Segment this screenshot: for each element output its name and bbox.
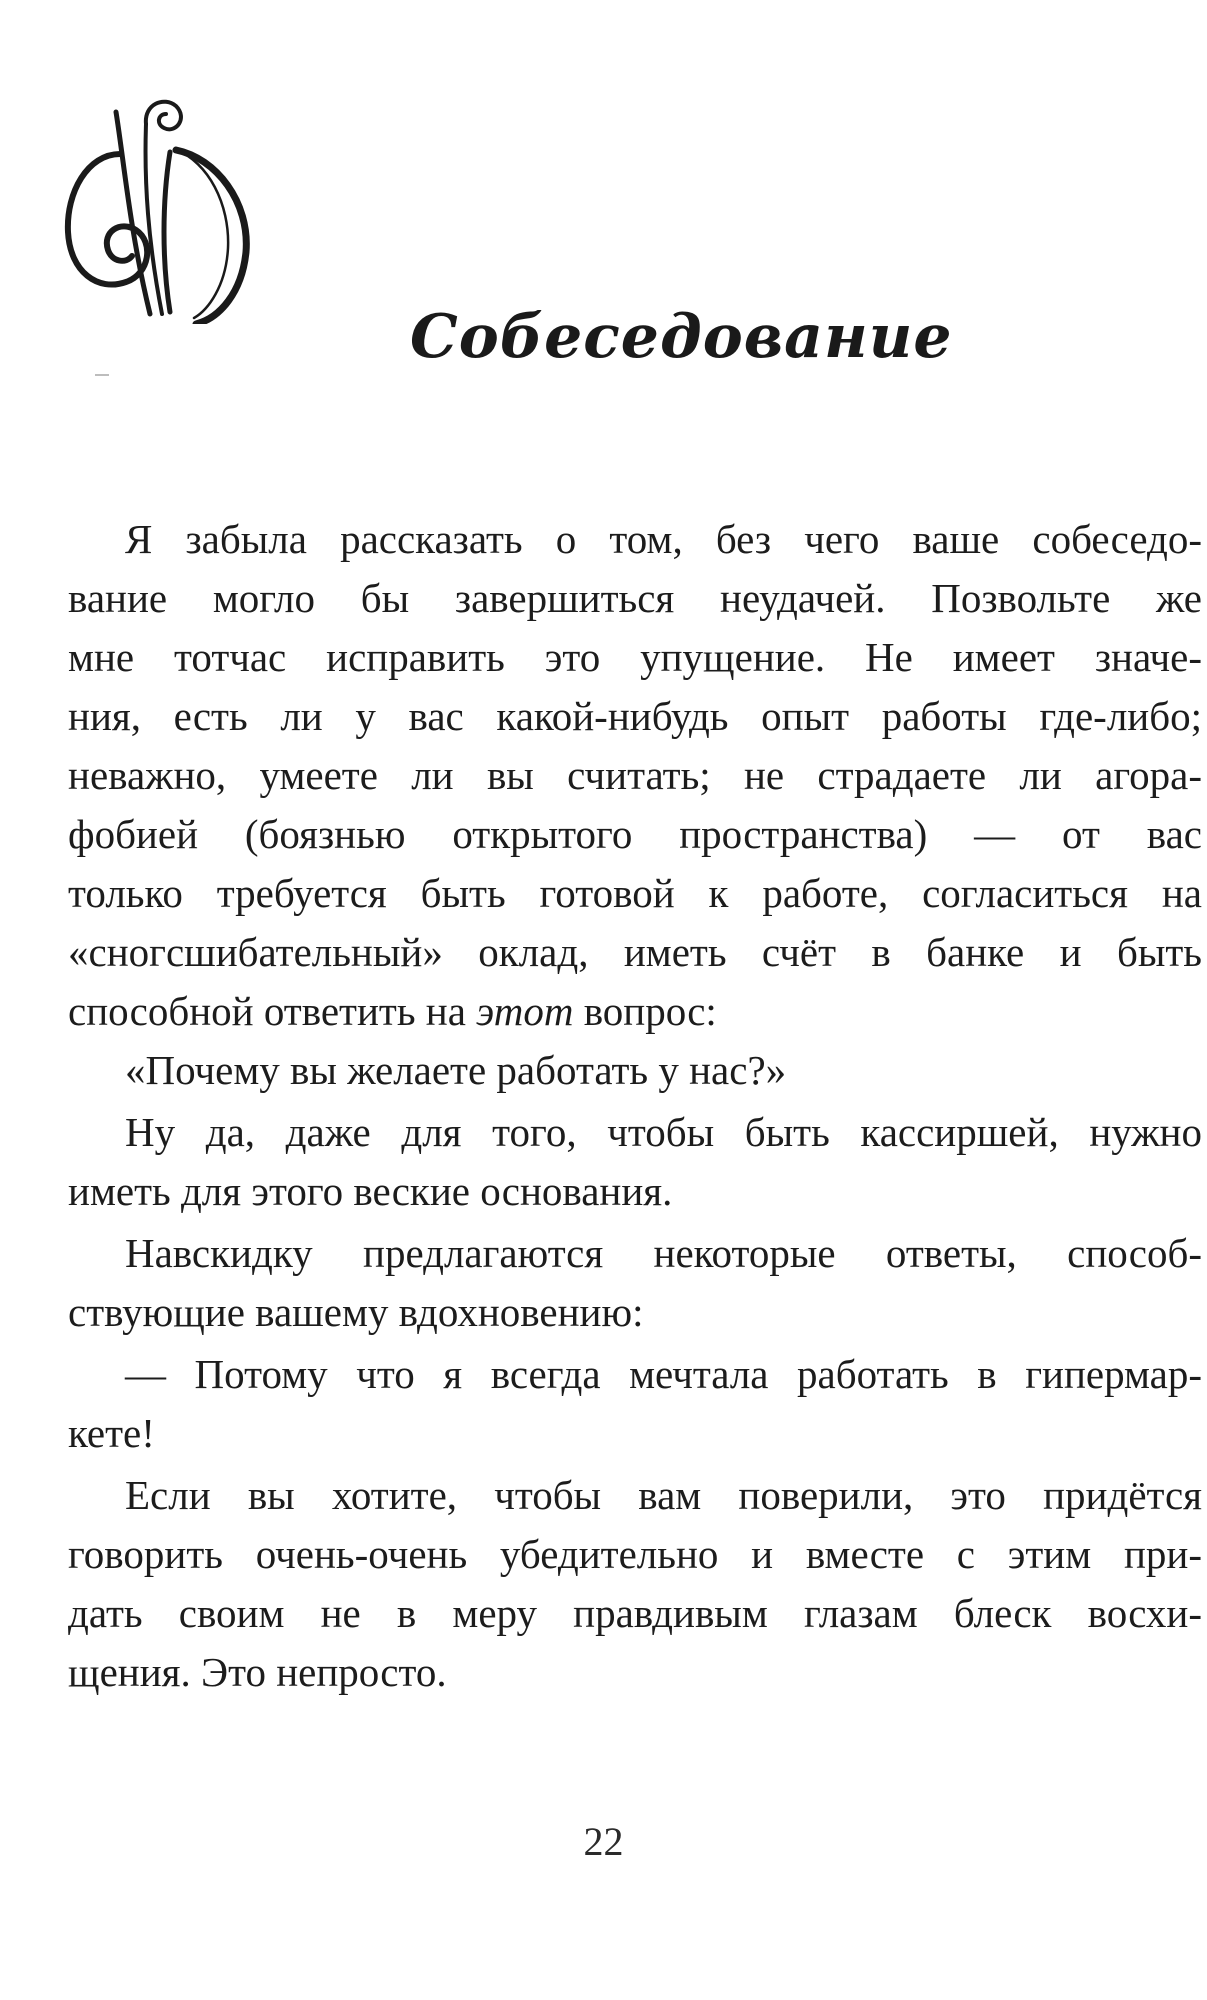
paragraph	[68, 1103, 1202, 1221]
page-number: 22	[583, 1819, 624, 1864]
text-line: щения. Это непросто.	[68, 1649, 447, 1695]
calligraphic-floral-flourish-icon	[58, 92, 268, 324]
body-text	[68, 510, 1202, 1702]
chapter-title: Собеседование	[410, 302, 953, 372]
text-line: ния, есть ли у вас какой-нибудь опыт работы где-либо;	[68, 693, 1202, 739]
decorative-speck	[95, 374, 109, 376]
text-line: иметь для этого веские основания.	[68, 1168, 673, 1214]
paragraph	[68, 1041, 1202, 1100]
text-fragment: вопрос:	[573, 988, 717, 1034]
text-line: говорить очень-очень убедительно и вместе с этим при-	[68, 1531, 1202, 1577]
paragraph	[68, 510, 1202, 1041]
text-line: мне тотчас исправить это упущение. Не имеет значе-	[68, 634, 1202, 680]
emphasized-word: этот	[476, 988, 574, 1034]
paragraph	[68, 1466, 1202, 1702]
text-line: Я забыла рассказать о том, без чего ваше собеседо-	[125, 516, 1202, 562]
text-line	[68, 982, 1202, 1041]
text-line: Навскидку предлагаются некоторые ответы, способ-	[125, 1230, 1202, 1276]
text-line: только требуется быть готовой к работе, согласиться на	[68, 870, 1202, 916]
text-line: «Почему вы желаете работать у нас?»	[125, 1047, 787, 1093]
text-line: кете!	[68, 1410, 155, 1456]
text-line: Если вы хотите, чтобы вам поверили, это придётся	[125, 1472, 1202, 1518]
paragraph	[68, 1224, 1202, 1342]
text-line: ствующие вашему вдохновению:	[68, 1289, 644, 1335]
text-line: дать своим не в меру правдивым глазам блеск восхи-	[68, 1590, 1202, 1636]
text-line: вание могло бы завершиться неудачей. Позвольте же	[68, 575, 1202, 621]
text-line: Ну да, даже для того, чтобы быть кассиршей, нужно	[125, 1109, 1202, 1155]
text-fragment: способной ответить на	[68, 988, 477, 1034]
text-line: — Потому что я всегда мечтала работать в гипермар-	[125, 1351, 1202, 1397]
text-line: «сногсшибательный» оклад, иметь счёт в банке и быть	[68, 929, 1202, 975]
paragraph	[68, 1345, 1202, 1463]
text-line: неважно, умеете ли вы считать; не страдаете ли агора-	[68, 752, 1202, 798]
text-line: фобией (боязнью открытого пространства) — от вас	[68, 811, 1202, 857]
